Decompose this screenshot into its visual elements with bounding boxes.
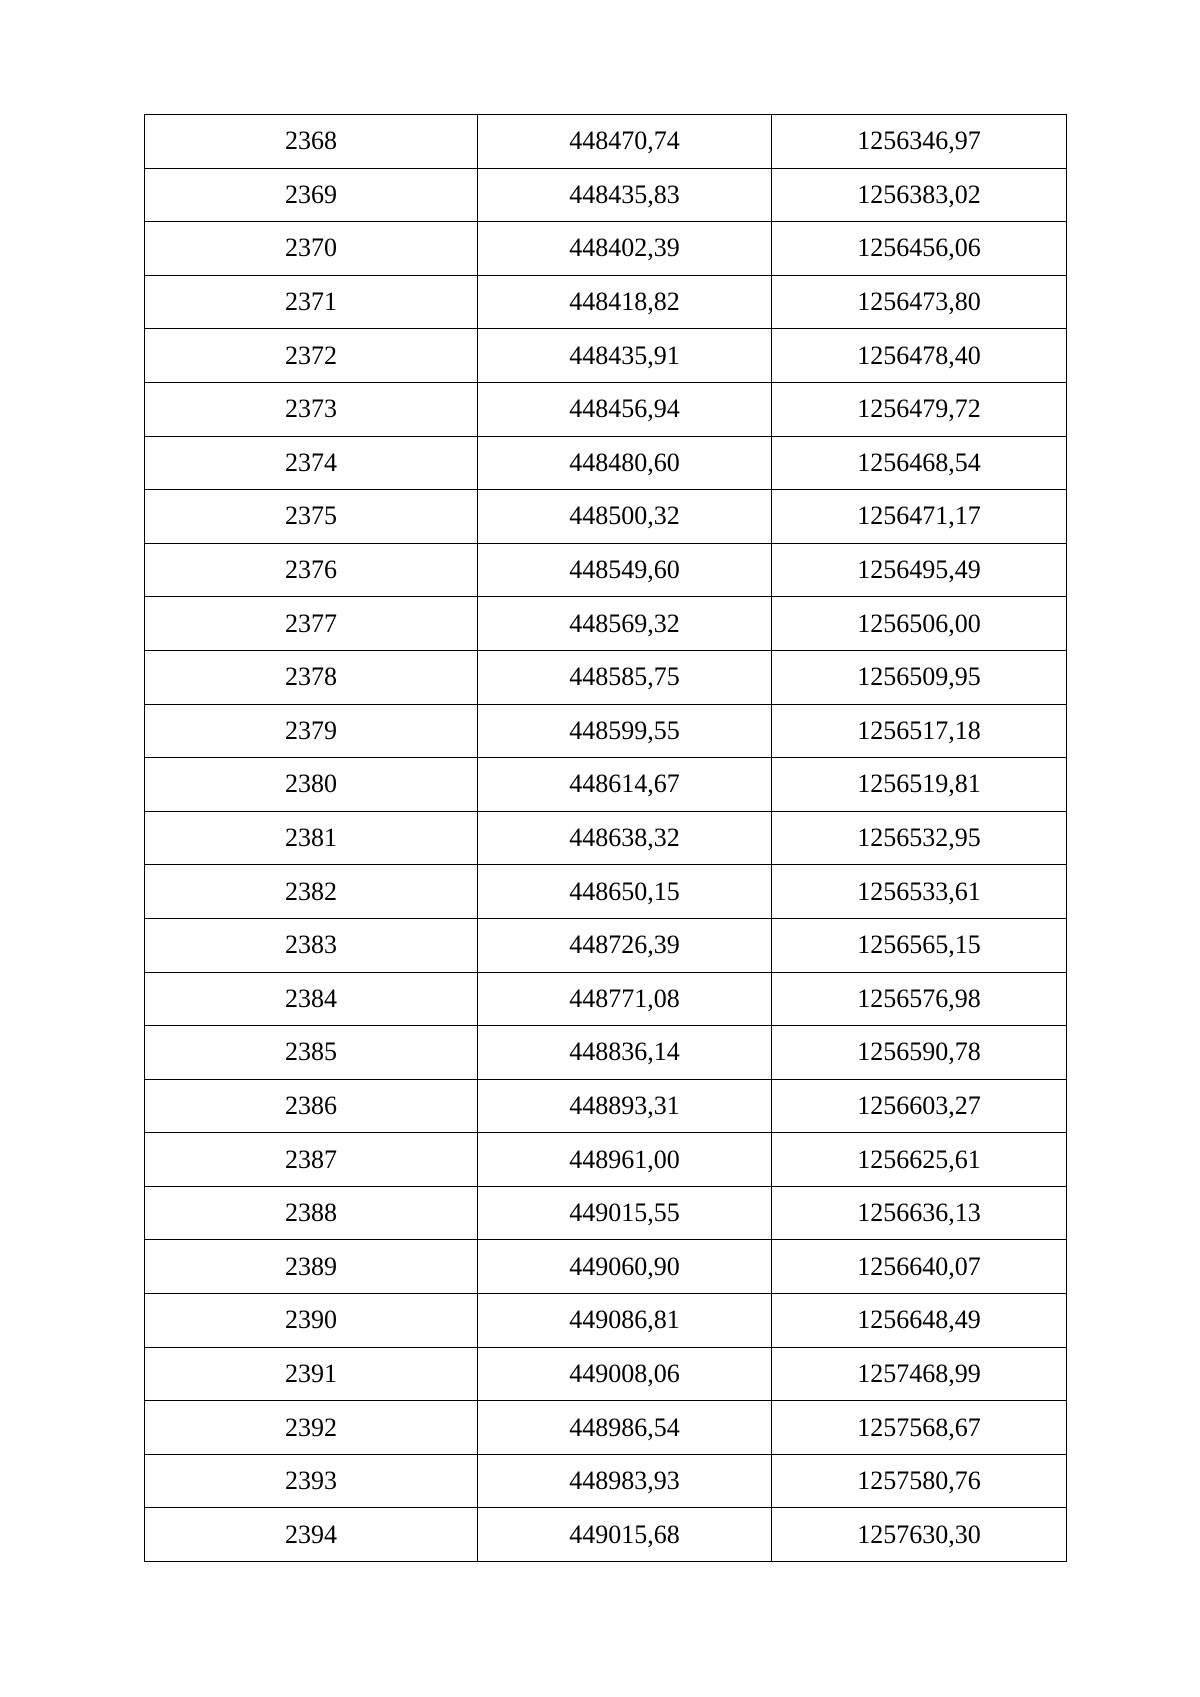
- y-coordinate-cell: 1256468,54: [772, 436, 1067, 490]
- point-number-cell: 2373: [145, 382, 478, 436]
- point-number-cell: 2383: [145, 918, 478, 972]
- y-coordinate-cell: 1256590,78: [772, 1026, 1067, 1080]
- x-coordinate-cell: 448435,83: [478, 168, 772, 222]
- point-number-cell: 2391: [145, 1347, 478, 1401]
- point-number-cell: 2392: [145, 1401, 478, 1455]
- point-number-cell: 2393: [145, 1454, 478, 1508]
- point-number-cell: 2386: [145, 1079, 478, 1133]
- x-coordinate-cell: 448961,00: [478, 1133, 772, 1187]
- table-row: [145, 1026, 1067, 1080]
- y-coordinate-cell: 1256506,00: [772, 597, 1067, 651]
- x-coordinate-cell: 448418,82: [478, 275, 772, 329]
- point-number-cell: 2376: [145, 543, 478, 597]
- x-coordinate-cell: 448569,32: [478, 597, 772, 651]
- y-coordinate-cell: 1256625,61: [772, 1133, 1067, 1187]
- table-row: [145, 275, 1067, 329]
- y-coordinate-cell: 1256565,15: [772, 918, 1067, 972]
- table-row: [145, 811, 1067, 865]
- table-row: [145, 222, 1067, 276]
- y-coordinate-cell: 1256346,97: [772, 115, 1067, 169]
- y-coordinate-cell: 1256636,13: [772, 1186, 1067, 1240]
- point-number-cell: 2381: [145, 811, 478, 865]
- x-coordinate-cell: 448726,39: [478, 918, 772, 972]
- point-number-cell: 2372: [145, 329, 478, 383]
- y-coordinate-cell: 1256533,61: [772, 865, 1067, 919]
- y-coordinate-cell: 1256473,80: [772, 275, 1067, 329]
- table-row: [145, 436, 1067, 490]
- x-coordinate-cell: 448470,74: [478, 115, 772, 169]
- point-number-cell: 2382: [145, 865, 478, 919]
- x-coordinate-cell: 448893,31: [478, 1079, 772, 1133]
- point-number-cell: 2390: [145, 1294, 478, 1348]
- table-row: [145, 1079, 1067, 1133]
- x-coordinate-cell: 448983,93: [478, 1454, 772, 1508]
- y-coordinate-cell: 1256509,95: [772, 650, 1067, 704]
- coordinates-table-body: [145, 115, 1067, 1562]
- y-coordinate-cell: 1256456,06: [772, 222, 1067, 276]
- x-coordinate-cell: 449015,68: [478, 1508, 772, 1562]
- y-coordinate-cell: 1256519,81: [772, 758, 1067, 812]
- y-coordinate-cell: 1257630,30: [772, 1508, 1067, 1562]
- point-number-cell: 2368: [145, 115, 478, 169]
- y-coordinate-cell: 1256603,27: [772, 1079, 1067, 1133]
- x-coordinate-cell: 449008,06: [478, 1347, 772, 1401]
- point-number-cell: 2387: [145, 1133, 478, 1187]
- table-row: [145, 704, 1067, 758]
- table-row: [145, 490, 1067, 544]
- table-row: [145, 329, 1067, 383]
- point-number-cell: 2394: [145, 1508, 478, 1562]
- x-coordinate-cell: 448771,08: [478, 972, 772, 1026]
- y-coordinate-cell: 1256495,49: [772, 543, 1067, 597]
- x-coordinate-cell: 448836,14: [478, 1026, 772, 1080]
- y-coordinate-cell: 1257580,76: [772, 1454, 1067, 1508]
- x-coordinate-cell: 448435,91: [478, 329, 772, 383]
- x-coordinate-cell: 448480,60: [478, 436, 772, 490]
- table-row: [145, 543, 1067, 597]
- table-row: [145, 1133, 1067, 1187]
- y-coordinate-cell: 1256532,95: [772, 811, 1067, 865]
- x-coordinate-cell: 449060,90: [478, 1240, 772, 1294]
- point-number-cell: 2378: [145, 650, 478, 704]
- y-coordinate-cell: 1256471,17: [772, 490, 1067, 544]
- table-row: [145, 1186, 1067, 1240]
- x-coordinate-cell: 448614,67: [478, 758, 772, 812]
- point-number-cell: 2384: [145, 972, 478, 1026]
- table-row: [145, 382, 1067, 436]
- table-row: [145, 650, 1067, 704]
- y-coordinate-cell: 1256640,07: [772, 1240, 1067, 1294]
- table-row: [145, 1294, 1067, 1348]
- point-number-cell: 2389: [145, 1240, 478, 1294]
- point-number-cell: 2388: [145, 1186, 478, 1240]
- table-row: [145, 1454, 1067, 1508]
- point-number-cell: 2370: [145, 222, 478, 276]
- point-number-cell: 2374: [145, 436, 478, 490]
- table-row: [145, 758, 1067, 812]
- point-number-cell: 2371: [145, 275, 478, 329]
- y-coordinate-cell: 1256576,98: [772, 972, 1067, 1026]
- table-row: [145, 972, 1067, 1026]
- x-coordinate-cell: 448638,32: [478, 811, 772, 865]
- y-coordinate-cell: 1256478,40: [772, 329, 1067, 383]
- table-row: [145, 597, 1067, 651]
- x-coordinate-cell: 448549,60: [478, 543, 772, 597]
- table-row: [145, 1508, 1067, 1562]
- table-row: [145, 1347, 1067, 1401]
- y-coordinate-cell: 1256648,49: [772, 1294, 1067, 1348]
- y-coordinate-cell: 1256383,02: [772, 168, 1067, 222]
- table-row: [145, 168, 1067, 222]
- x-coordinate-cell: 448986,54: [478, 1401, 772, 1455]
- table-row: [145, 115, 1067, 169]
- y-coordinate-cell: 1256479,72: [772, 382, 1067, 436]
- y-coordinate-cell: 1256517,18: [772, 704, 1067, 758]
- x-coordinate-cell: 448500,32: [478, 490, 772, 544]
- x-coordinate-cell: 448650,15: [478, 865, 772, 919]
- y-coordinate-cell: 1257568,67: [772, 1401, 1067, 1455]
- table-row: [145, 865, 1067, 919]
- x-coordinate-cell: 448456,94: [478, 382, 772, 436]
- coordinates-table: [144, 114, 1067, 1562]
- x-coordinate-cell: 448402,39: [478, 222, 772, 276]
- x-coordinate-cell: 449015,55: [478, 1186, 772, 1240]
- point-number-cell: 2385: [145, 1026, 478, 1080]
- x-coordinate-cell: 448599,55: [478, 704, 772, 758]
- table-row: [145, 1401, 1067, 1455]
- point-number-cell: 2369: [145, 168, 478, 222]
- table-row: [145, 918, 1067, 972]
- point-number-cell: 2379: [145, 704, 478, 758]
- x-coordinate-cell: 448585,75: [478, 650, 772, 704]
- y-coordinate-cell: 1257468,99: [772, 1347, 1067, 1401]
- point-number-cell: 2375: [145, 490, 478, 544]
- point-number-cell: 2380: [145, 758, 478, 812]
- point-number-cell: 2377: [145, 597, 478, 651]
- x-coordinate-cell: 449086,81: [478, 1294, 772, 1348]
- table-row: [145, 1240, 1067, 1294]
